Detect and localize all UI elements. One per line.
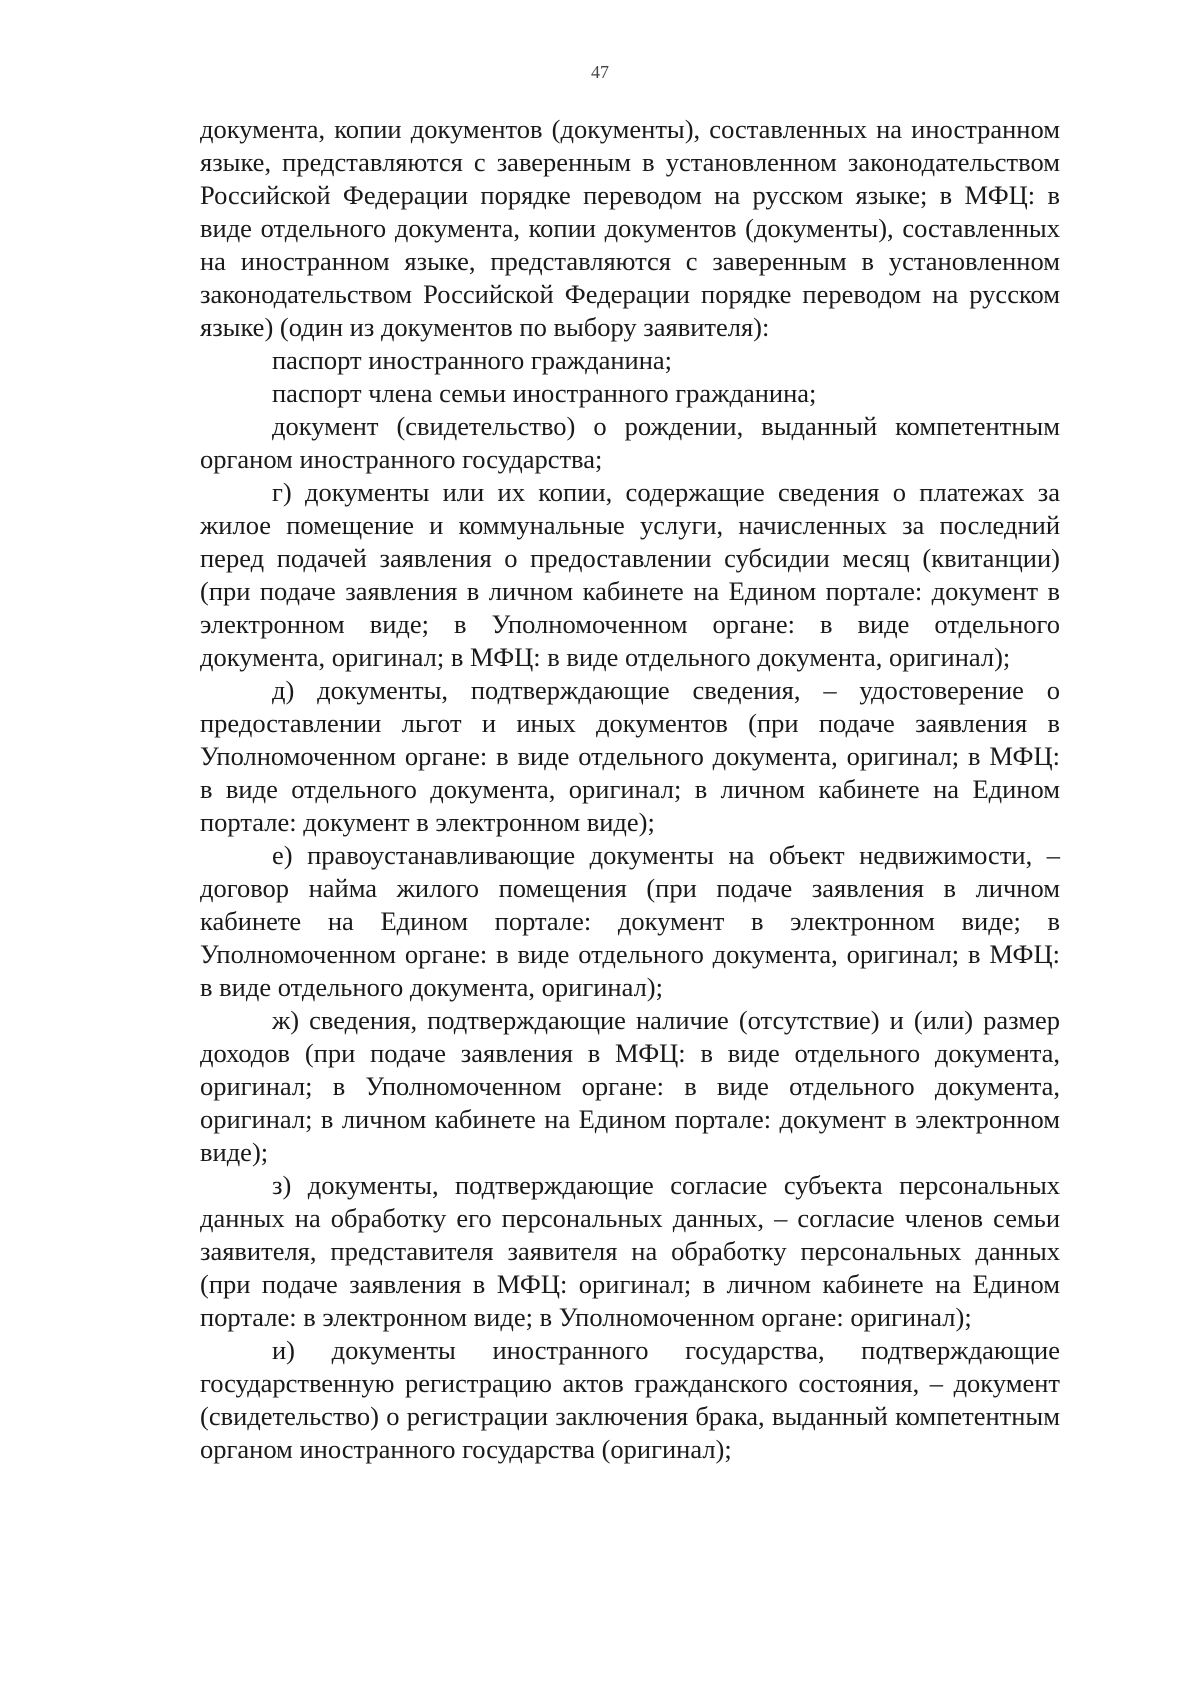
paragraph-item-d: д) документы, подтверждающие сведения, – удостоверение о предоставлении льгот и иных документов (при подаче заявления в Уполномоченном органе: в виде отдельного документа, оригинал; в МФЦ: в виде отдельного документа, оригинал; в личном кабинете на Едином портале: документ в электронном виде); [200, 675, 1060, 837]
paragraph-item-z: з) документы, подтверждающие согласие субъекта персональных данных на обработку его персональных данных, – согласие членов семьи заявителя, представителя заявителя на обработку персональных данных (при подаче заявления в МФЦ: оригинал; в личном кабинете на Едином портале: в электронном виде; в Уполномоченном органе: оригинал); [200, 1170, 1060, 1332]
page-number: 47 [591, 62, 609, 82]
paragraph-item-e: е) правоустанавливающие документы на объект недвижимости, – договор найма жилого помещения (при подаче заявления в личном кабинете на Едином портале: документ в электронном виде; в Уполномоченном органе: в виде отдельного документа, оригинал; в МФЦ: в виде отдельного документа, оригинал); [200, 840, 1060, 1002]
paragraph-item-zh: ж) сведения, подтверждающие наличие (отсутствие) и (или) размер доходов (при подаче заявления в МФЦ: в виде отдельного документа, оригинал; в Уполномоченном органе: в виде отдельного документа, оригинал; в личном кабинете на Едином портале: документ в электронном виде); [200, 1005, 1060, 1167]
paragraph-foreign-passport: паспорт иностранного гражданина; [272, 345, 672, 375]
paragraph-birth-certificate: документ (свидетельство) о рождении, выданный компетентным органом иностранного государства; [200, 411, 1060, 474]
paragraph-continuation: документа, копии документов (документы), составленных на иностранном языке, представляются с заверенным в установленном законодательством Российской Федерации порядке переводом на русском языке; в МФЦ: в виде отдельного документа, копии документов (документы), составленных на иностранном языке, представляются с заверенным в установленном законодательством Российской Федерации порядке переводом на русском языке) (один из документов по выбору заявителя): [200, 114, 1060, 342]
paragraph-item-i: и) документы иностранного государства, подтверждающие государственную регистрацию актов гражданского состояния, – документ (свидетельство) о регистрации заключения брака, выданный компетентным органом иностранного государства (оригинал); [200, 1335, 1060, 1464]
paragraph-family-member-passport: паспорт члена семьи иностранного гражданина; [272, 378, 817, 408]
paragraph-item-g: г) документы или их копии, содержащие сведения о платежах за жилое помещение и коммунальные услуги, начисленных за последний перед подачей заявления о предоставлении субсидии месяц (квитанции) (при подаче заявления в личном кабинете на Едином портале: документ в электронном виде; в Уполномоченном органе: в виде отдельного документа, оригинал; в МФЦ: в виде отдельного документа, оригинал); [200, 477, 1060, 672]
document-body [200, 113, 1060, 1466]
